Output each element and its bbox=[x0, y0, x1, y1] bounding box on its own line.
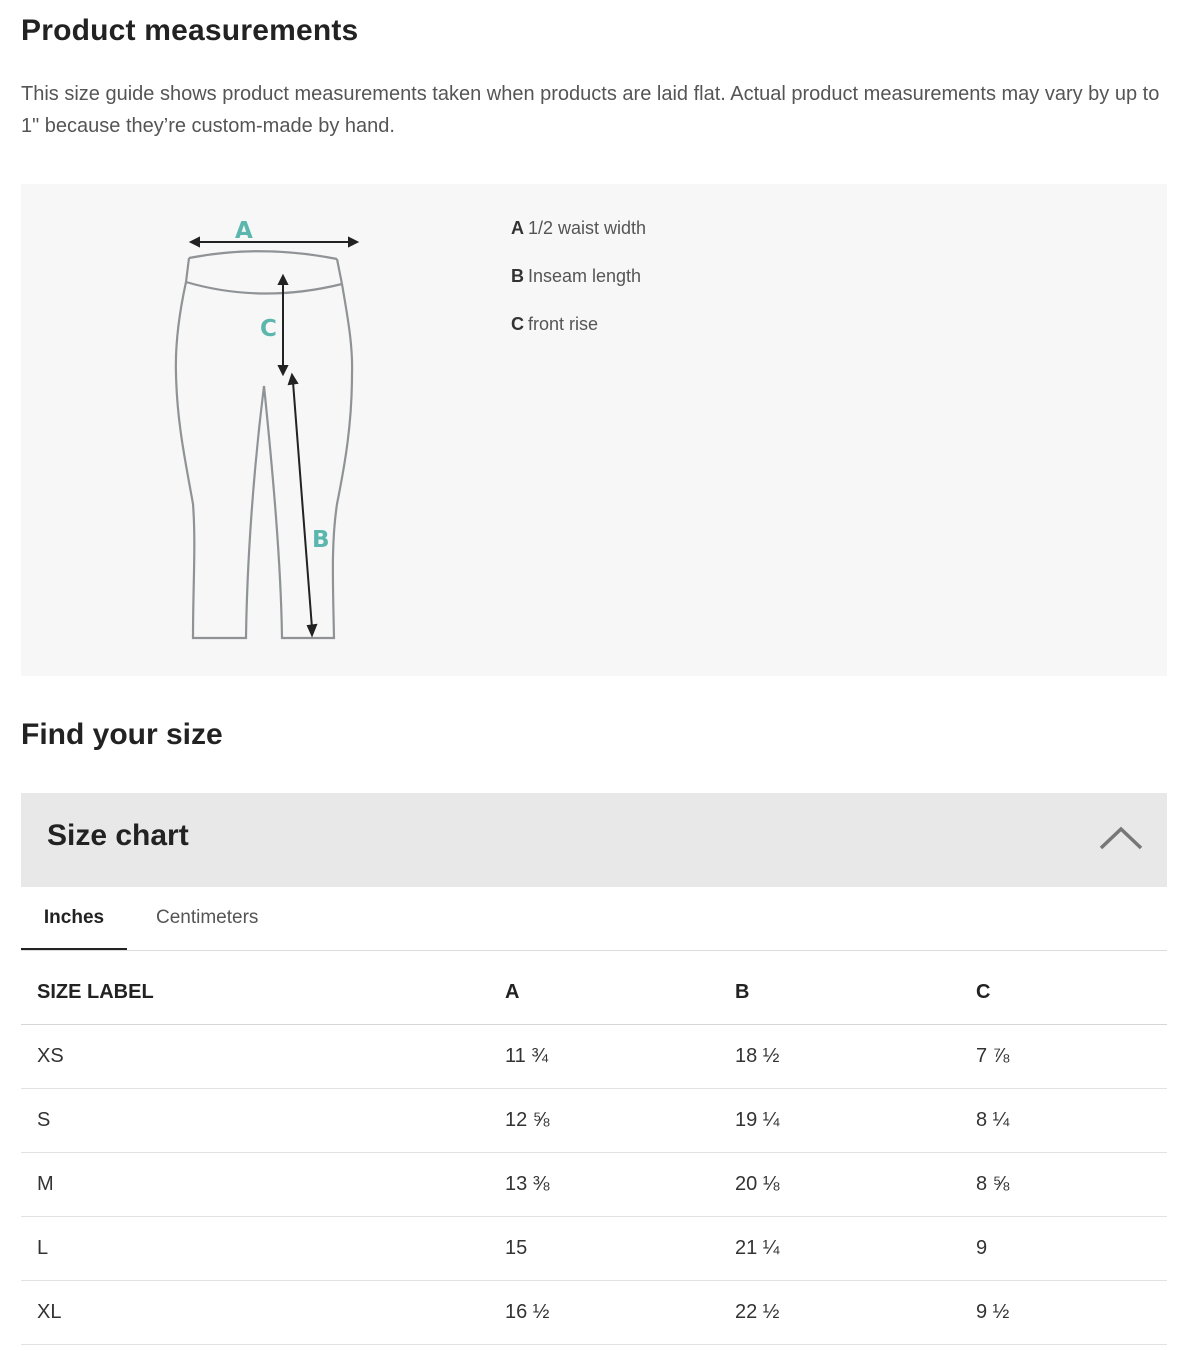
legend-key: C bbox=[511, 314, 524, 334]
legend-key: B bbox=[511, 266, 524, 286]
tab-inches[interactable]: Inches bbox=[21, 887, 127, 949]
legend-item-a bbox=[511, 216, 646, 264]
cell-b: 18 ½ bbox=[735, 1025, 976, 1089]
column-header-a: A bbox=[505, 960, 735, 1025]
legend-key: A bbox=[511, 218, 524, 238]
column-header-b: B bbox=[735, 960, 976, 1025]
size-chart-title: Size chart bbox=[47, 819, 189, 852]
diagram-label-c: C bbox=[260, 316, 277, 342]
arrow-b-top-head bbox=[289, 375, 297, 384]
table-row bbox=[21, 1281, 1167, 1345]
legend-text: 1/2 waist width bbox=[528, 218, 647, 238]
table-header-row bbox=[21, 960, 1167, 1025]
cell-b: 19 ¼ bbox=[735, 1089, 976, 1153]
table-row bbox=[21, 1025, 1167, 1089]
cell-a: 11 ¾ bbox=[505, 1025, 735, 1089]
leggings-waistband-right bbox=[337, 259, 342, 284]
column-header-c: C bbox=[976, 960, 1167, 1025]
cell-b: 21 ¼ bbox=[735, 1217, 976, 1281]
arrow-c-top-head bbox=[279, 276, 287, 284]
leggings-waistband-bottom bbox=[186, 282, 342, 294]
diagram-label-b: B bbox=[312, 527, 330, 553]
legend-text: Inseam length bbox=[528, 266, 642, 286]
leggings-waistband-top bbox=[189, 251, 337, 259]
legend-item-c bbox=[511, 312, 646, 360]
arrow-b-line bbox=[293, 382, 312, 628]
measurement-legend bbox=[511, 216, 646, 360]
size-chart-table bbox=[21, 960, 1167, 1345]
cell-size-label: XS bbox=[21, 1025, 505, 1089]
cell-c: 7 ⅞ bbox=[976, 1025, 1167, 1089]
cell-size-label: L bbox=[21, 1217, 505, 1281]
measurement-diagram-panel bbox=[21, 184, 1167, 676]
diagram-label-a: A bbox=[235, 218, 253, 244]
cell-a: 12 ⅝ bbox=[505, 1089, 735, 1153]
cell-c: 9 ½ bbox=[976, 1281, 1167, 1345]
tab-centimeters[interactable]: Centimeters bbox=[156, 907, 259, 928]
arrow-b-bottom-head bbox=[308, 625, 316, 635]
chevron-up-icon bbox=[1099, 825, 1143, 856]
cell-a: 16 ½ bbox=[505, 1281, 735, 1345]
arrow-a-left-head bbox=[191, 238, 199, 246]
arrow-a-right-head bbox=[349, 238, 357, 246]
cell-c: 8 ¼ bbox=[976, 1089, 1167, 1153]
table-row bbox=[21, 1089, 1167, 1153]
leggings-diagram bbox=[161, 204, 381, 644]
table-row bbox=[21, 1153, 1167, 1217]
table-row bbox=[21, 1217, 1167, 1281]
column-header-size-label: SIZE LABEL bbox=[21, 960, 505, 1025]
size-chart-accordion-toggle[interactable] bbox=[21, 793, 1167, 887]
cell-size-label: XL bbox=[21, 1281, 505, 1345]
unit-tabs bbox=[21, 887, 1167, 951]
cell-c: 8 ⅝ bbox=[976, 1153, 1167, 1217]
cell-b: 20 ⅛ bbox=[735, 1153, 976, 1217]
cell-b: 22 ½ bbox=[735, 1281, 976, 1345]
leggings-waistband-left bbox=[186, 258, 189, 282]
cell-a: 15 bbox=[505, 1217, 735, 1281]
measurements-description: This size guide shows product measurements taken when products are laid flat. Actual product measurements may vary by up to 1" because they’re custom-made by hand. bbox=[21, 83, 1160, 137]
cell-size-label: S bbox=[21, 1089, 505, 1153]
find-your-size-title: Find your size bbox=[21, 718, 223, 751]
cell-size-label: M bbox=[21, 1153, 505, 1217]
cell-a: 13 ⅜ bbox=[505, 1153, 735, 1217]
legend-item-b bbox=[511, 264, 646, 312]
product-measurements-title: Product measurements bbox=[21, 14, 359, 47]
arrow-c-bottom-head bbox=[279, 366, 287, 374]
legend-text: front rise bbox=[528, 314, 599, 334]
cell-c: 9 bbox=[976, 1217, 1167, 1281]
